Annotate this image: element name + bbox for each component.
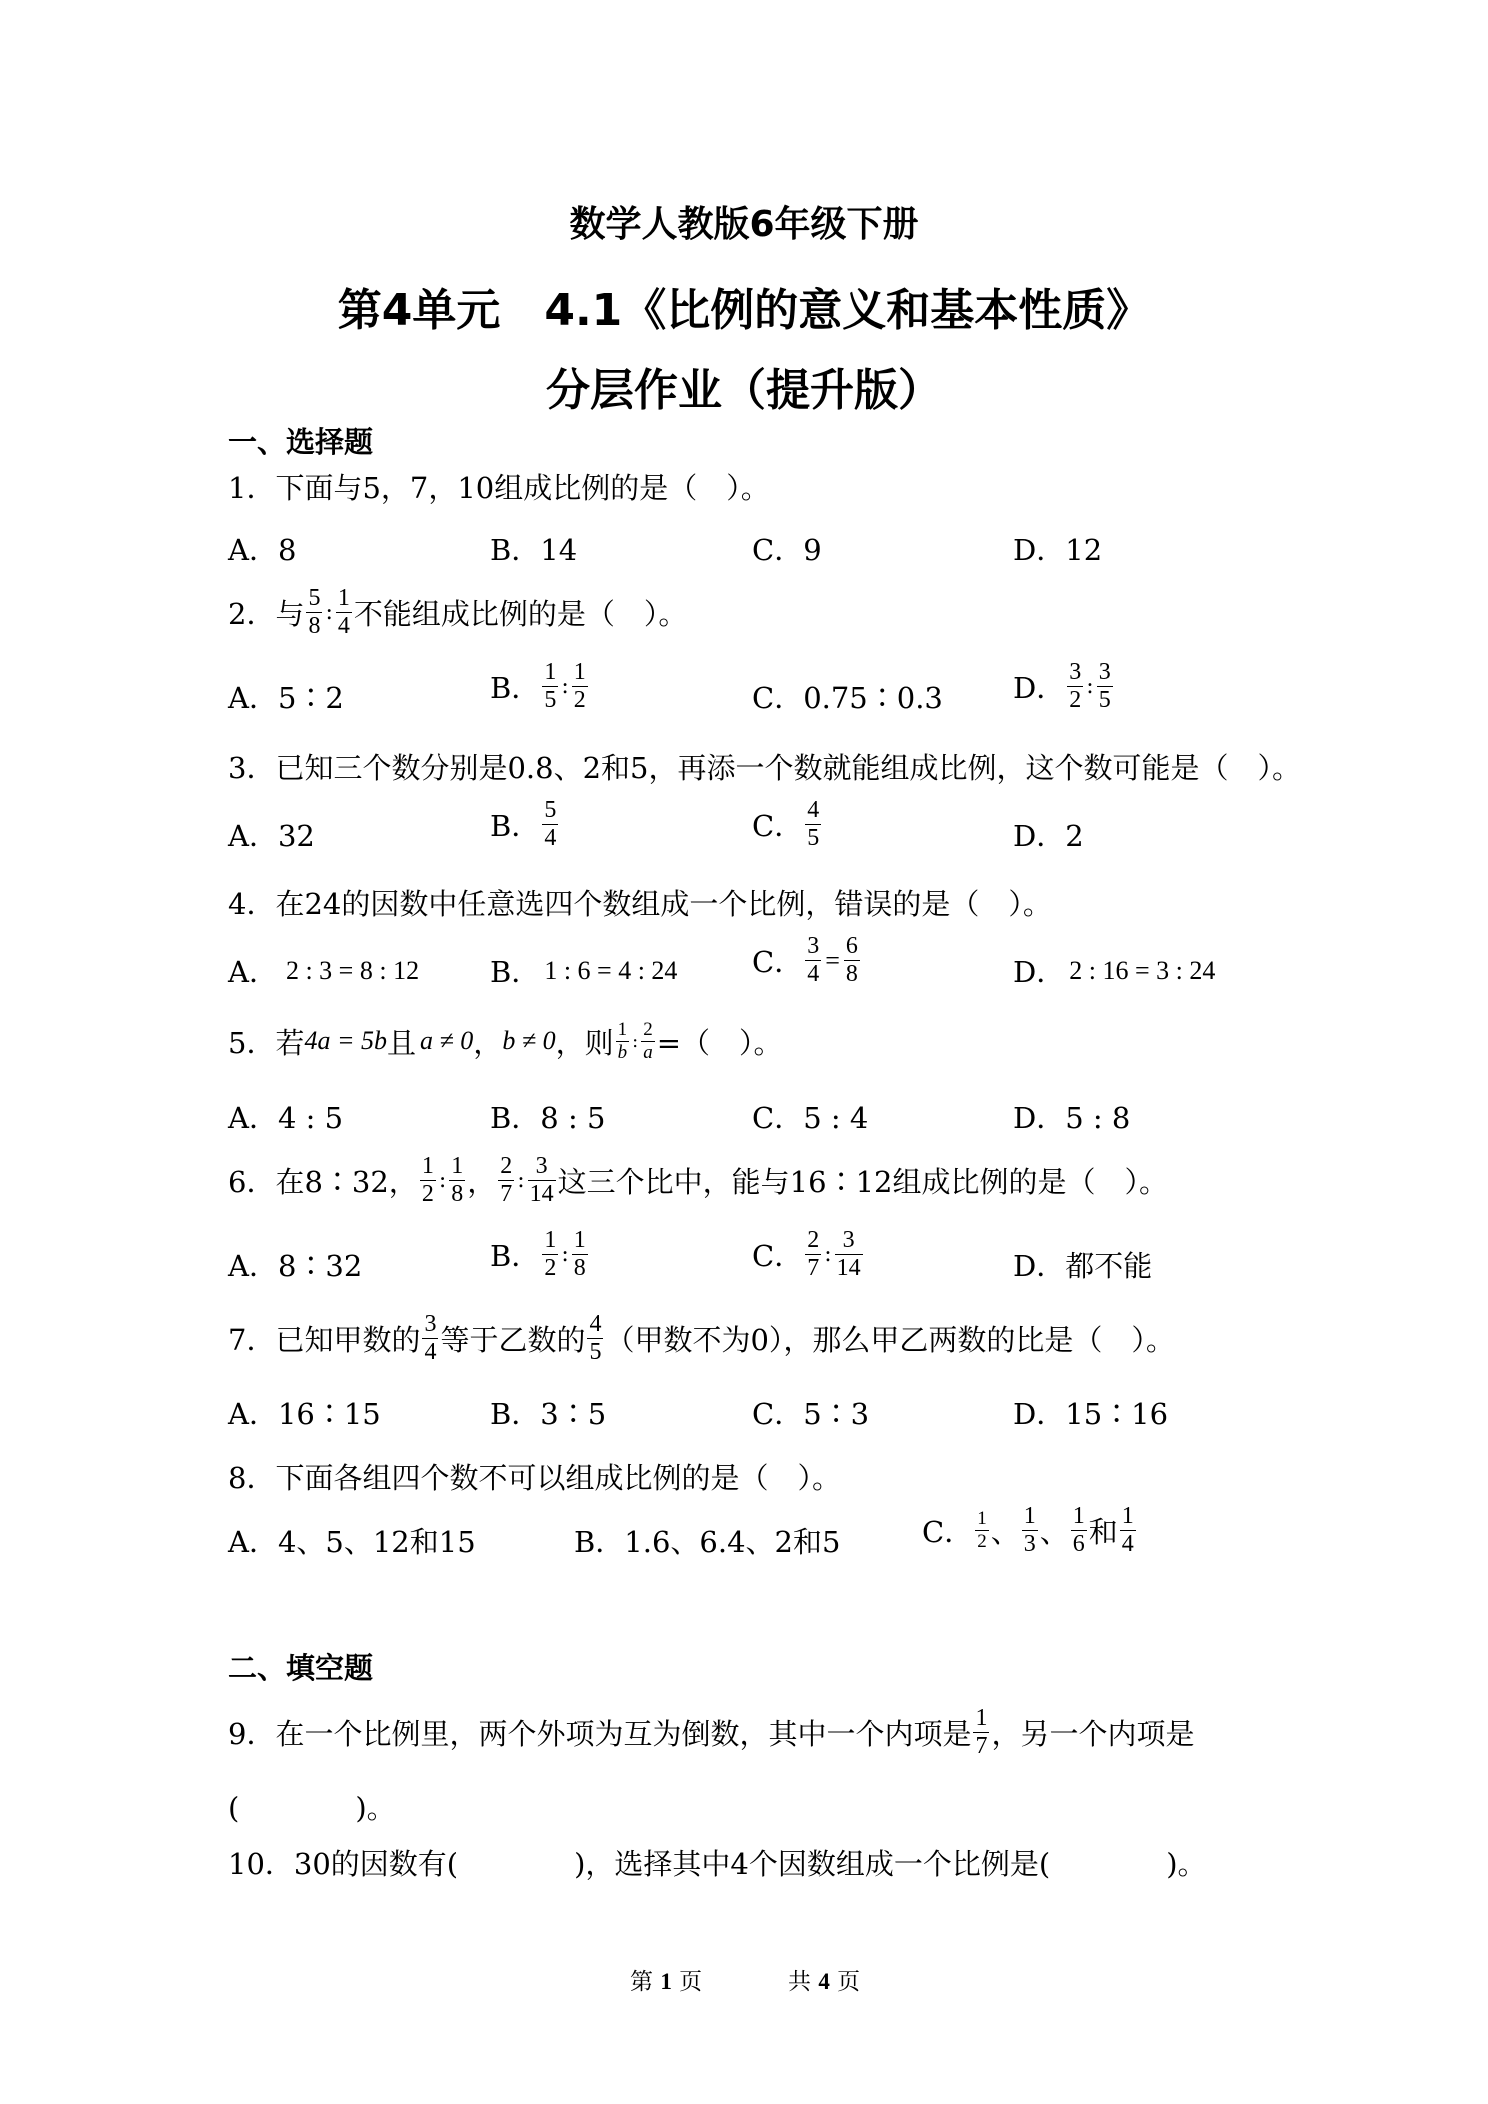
question-6: 6．在8∶32， $\frac{1}{2}$ : $\frac{1}{8}$ ， $\frac{2}{7}$ : $\frac{3}{14}$ 这三个比中，能与16∶12组成比例的是（ ）。 bbox=[228, 1153, 1168, 1208]
question-3: 3．已知三个数分别是0.8、2和5，再添一个数就能组成比例，这个数可能是（ ）。 bbox=[228, 751, 1301, 785]
q8-option-c: C． $\frac{1}{2}$ 、 $\frac{1}{3}$ 、 $\frac{1}{6}$ 和 $\frac{1}{4}$ bbox=[922, 1503, 1134, 1558]
q4-option-d: D． 2 : 16 = 3 : 24 bbox=[1013, 955, 1216, 989]
q7-option-d: D．15∶16 bbox=[1013, 1397, 1169, 1431]
q3-option-b: B． $\frac{5}{4}$ bbox=[490, 797, 557, 852]
question-4: 4．在24的因数中任意选四个数组成一个比例，错误的是（ ）。 bbox=[228, 887, 1052, 921]
q5-option-a: A．4 : 5 bbox=[228, 1101, 344, 1135]
q5-equation: 4a = 5b bbox=[304, 1026, 387, 1056]
q6-option-b: B． $\frac{1}{2}$ : $\frac{1}{8}$ bbox=[490, 1227, 586, 1282]
q5-option-d: D．5 : 8 bbox=[1013, 1101, 1131, 1135]
q2-prefix: 2．与 bbox=[228, 597, 305, 632]
question-7: 7．已知甲数的 $\frac{3}{4}$ 等于乙数的 $\frac{4}{5}$ （甲数不为0），那么甲乙两数的比是（ ）。 bbox=[228, 1311, 1175, 1366]
question-5: 5．若 4a = 5b 且 a ≠ 0 ， b ≠ 0 ，则 $\frac{1}{b}$ : $\frac{2}{a}$ =（ ）。 bbox=[228, 1019, 783, 1063]
q7-option-b: B．3∶5 bbox=[490, 1397, 607, 1431]
q7-option-a: A．16∶15 bbox=[228, 1397, 381, 1431]
q2-option-b: B． $\frac{1}{5}$ : $\frac{1}{2}$ bbox=[490, 659, 586, 714]
q6-option-a: A．8∶32 bbox=[228, 1249, 363, 1283]
q6-option-c: C． $\frac{2}{7}$ : $\frac{3}{14}$ bbox=[752, 1227, 861, 1282]
question-1: 1．下面与5，7，10组成比例的是（ ）。 bbox=[228, 471, 770, 505]
q3-option-a: A．32 bbox=[228, 819, 315, 853]
q4-option-a: A． 2 : 3 = 8 : 12 bbox=[228, 955, 420, 989]
q1-option-c: C．9 bbox=[752, 533, 822, 567]
q5-option-b: B．8 : 5 bbox=[490, 1101, 606, 1135]
question-9-blank[interactable]: ( )。 bbox=[228, 1791, 396, 1825]
q4-option-c: C． $\frac{3}{4}$ = $\frac{6}{8}$ bbox=[752, 933, 858, 988]
q5-option-c: C．5 : 4 bbox=[752, 1101, 869, 1135]
title-textbook: 数学人教版6年级下册 bbox=[569, 204, 919, 245]
q1-option-a: A．8 bbox=[228, 533, 297, 567]
question-10: 10．30的因数有( )，选择其中4个因数组成一个比例是( )。 bbox=[228, 1847, 1207, 1881]
q2-option-a: A．5∶2 bbox=[228, 681, 344, 715]
q2-fraction-2: $\frac{1}{4}$ bbox=[337, 585, 350, 640]
q3-option-d: D．2 bbox=[1013, 819, 1084, 853]
q7-option-c: C．5∶3 bbox=[752, 1397, 870, 1431]
question-9: 9．在一个比例里，两个外项为互为倒数，其中一个内项是 $\frac{1}{7}$ ，另一个内项是 bbox=[228, 1705, 1195, 1760]
section-heading-choice: 一、选择题 bbox=[228, 425, 374, 459]
question-2: 2．与 $\frac{5}{8}$ : $\frac{1}{4}$ 不能组成比例的是（ ）。 bbox=[228, 585, 688, 640]
title-subtitle: 分层作业（提升版） bbox=[546, 365, 942, 416]
q6-option-d: D．都不能 bbox=[1013, 1249, 1153, 1283]
q4-option-b: B． 1 : 6 = 4 : 24 bbox=[490, 955, 678, 989]
q3-option-c: C． $\frac{4}{5}$ bbox=[752, 797, 820, 852]
q2-fraction-1: $\frac{5}{8}$ bbox=[308, 585, 321, 640]
q1-option-b: B．14 bbox=[490, 533, 578, 567]
q2-option-c: C．0.75∶0.3 bbox=[752, 681, 943, 715]
footer-page-number: 第 1 页 bbox=[630, 1969, 703, 1995]
title-unit: 第4单元 4.1《比例的意义和基本性质》 bbox=[337, 285, 1151, 336]
q1-option-d: D．12 bbox=[1013, 533, 1103, 567]
q8-option-a: A．4、5、12和15 bbox=[228, 1525, 476, 1559]
footer-total-pages: 共 4 页 bbox=[788, 1969, 861, 1995]
q2-suffix: 不能组成比例的是（ ）。 bbox=[353, 597, 688, 632]
q8-option-b: B．1.6、6.4、2和5 bbox=[574, 1525, 841, 1559]
section-heading-fill: 二、填空题 bbox=[228, 1651, 374, 1685]
question-8: 8．下面各组四个数不可以组成比例的是（ ）。 bbox=[228, 1461, 841, 1495]
q2-option-d: D． $\frac{3}{2}$ : $\frac{3}{5}$ bbox=[1013, 659, 1111, 714]
